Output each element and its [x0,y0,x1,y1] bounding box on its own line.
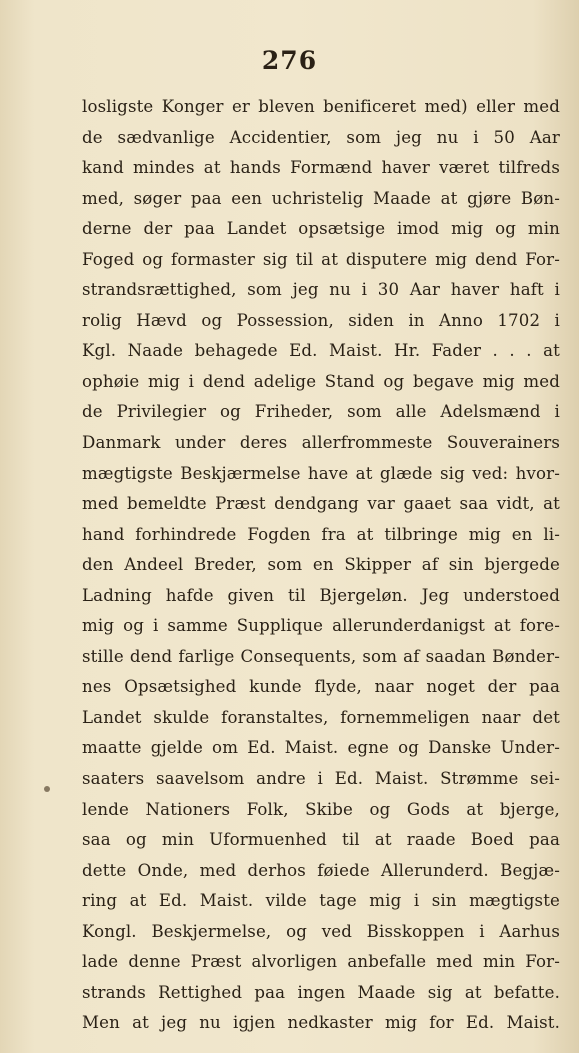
text-line: losligste Konger er bleven benificeret med) eller med [82,97,560,116]
text-line: saa og min Uformuenhed til at raade Boed paa [82,830,560,850]
text-line: hand forhindrede Fogden fra at tilbringe mig en li- [82,524,560,544]
text-line: med bemeldte Præst dendgang var gaaet saa vidt, at [82,494,560,514]
text-line: de sædvanlige Accidentier, som jeg nu i 50 Aar [82,127,560,147]
text-line: saaters saavelsom andre i Ed. Maist. Strømme sei- [82,769,560,789]
text-line: med, søger paa een uchristelig Maade at gjøre Bøn- [82,188,560,208]
page-number: 276 [261,46,318,75]
text-line: ring at Ed. Maist. vilde tage mig i sin mægtigste [82,891,560,911]
text-line: strands Rettighed paa ingen Maade sig at befatte. [82,982,560,1002]
text-line: stille dend farlige Consequents, som af saadan Bønder- [82,646,560,666]
text-line: Men at jeg nu igjen nedkaster mig for Ed. Maist. [82,1013,560,1033]
text-line: Kgl. Naade behagede Ed. Maist. Hr. Fader . . . at [82,341,560,361]
text-line: rolig Hævd og Possession, siden in Anno 1702 i [82,310,560,330]
margin-mark [44,786,50,792]
text-line: dette Onde, med derhos føiede Allerunderd. Begjæ- [82,860,560,880]
text-line: Kongl. Beskjermelse, og ved Bisskoppen i Aarhus [82,921,560,941]
text-line: Danmark under deres allerfrommeste Souverainers [82,433,560,453]
text-line: mig og i samme Supplique allerunderdanigst at fore- [82,616,560,636]
text-line: strandsrættighed, som jeg nu i 30 Aar haver haft i [82,280,560,300]
text-line: Foged og formaster sig til at disputere mig dend For- [82,249,560,269]
text-line: Landet skulde foranstaltes, fornemmeligen naar det [82,707,560,727]
text-line: kand mindes at hands Formænd haver været tilfreds [82,158,560,178]
text-line: den Andeel Breder, som en Skipper af sin bjergede [82,555,560,575]
body-text [82,92,560,1039]
text-line: maatte gjelde om Ed. Maist. egne og Danske Under- [82,738,560,758]
text-line: lende Nationers Folk, Skibe og Gods at bjerge, [82,799,560,819]
text-line: lade denne Præst alvorligen anbefalle med min For- [82,952,560,972]
text-line: derne der paa Landet opsætsige imod mig og min [82,219,560,239]
text-line: mægtigste Beskjærmelse have at glæde sig ved: hvor- [82,463,560,483]
text-line: de Privilegier og Friheder, som alle Adelsmænd i [82,402,560,422]
text-line: nes Opsætsighed kunde flyde, naar noget der paa [82,677,560,697]
text-line: ophøie mig i dend adelige Stand og begave mig med [82,371,560,391]
text-line: Ladning hafde given til Bjergeløn. Jeg understoed [82,585,560,605]
